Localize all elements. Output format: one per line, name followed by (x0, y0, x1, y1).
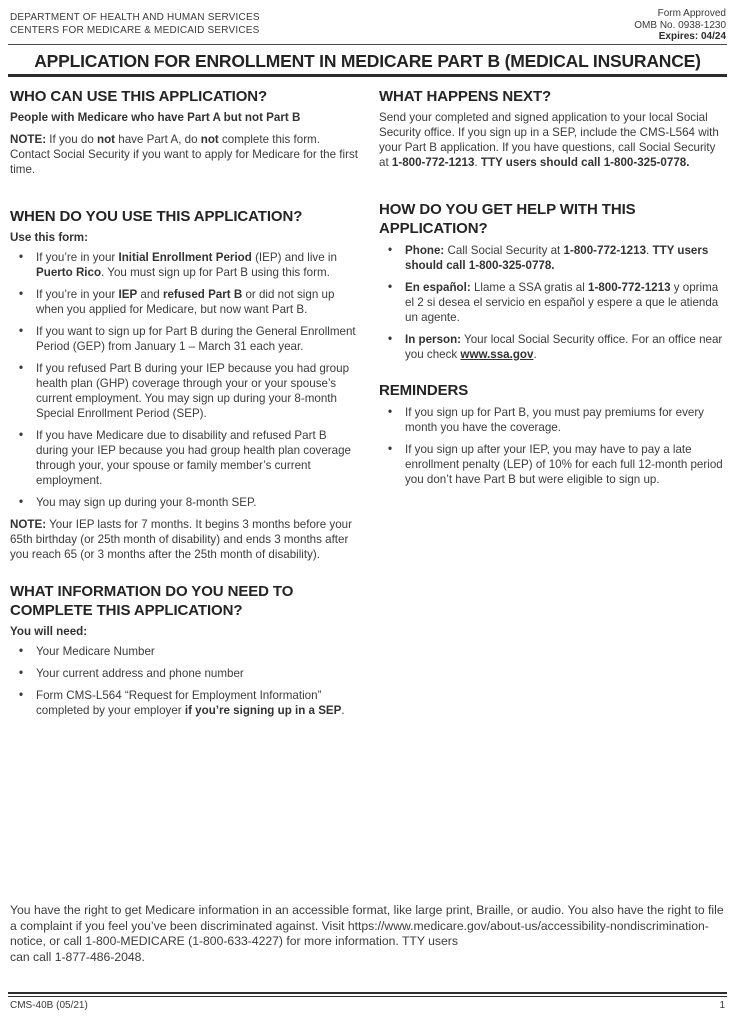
form-number: CMS-40B (05/21) (10, 1000, 88, 1011)
omb-number: OMB No. 0938-1230 (634, 19, 726, 31)
section-heading: WHAT INFORMATION DO YOU NEED TO COMPLETE THIS APPLICATION? (10, 583, 294, 619)
list-item: • If you’re in your Initial Enrollment Period (IEP) and live in Puerto Rico. You must sign up for Part B using this form. (10, 250, 362, 280)
section-who-can-use (10, 87, 362, 177)
inline-link: www.ssa.gov (460, 348, 534, 361)
section-lead: Use this form: (10, 231, 88, 244)
list-item: • If you’re in your IEP and refused Part B or did not sign up when you applied for Medicare, but now want Part B. (10, 287, 362, 317)
left-column (10, 87, 362, 725)
expires-date: Expires: 04/24 (658, 31, 726, 42)
page-number: 1 (719, 1000, 725, 1011)
department-line: DEPARTMENT OF HEALTH AND HUMAN SERVICES (10, 12, 260, 23)
section-what-info (10, 582, 362, 718)
list-item: • If you have Medicare due to disability and refused Part B during your IEP because you had group health plan coverage through your, your spouse or family member’s current employment. (10, 428, 362, 488)
when-use-bullet-list (10, 250, 362, 510)
what-info-bullet-list (10, 644, 362, 718)
section-subheading: People with Medicare who have Part A but not Part B (10, 111, 301, 124)
footer-rule (8, 992, 727, 997)
list-item: • Phone: Call Social Security at 1-800-772-1213. TTY users should call 1-800-325-0778. (379, 243, 728, 273)
list-item: • In person: Your local Social Security office. For an office near you check www.ssa.gov. (379, 332, 728, 362)
agency-header (10, 11, 260, 37)
note-paragraph: NOTE: If you do not have Part A, do not complete this form. Contact Social Security if you want to apply for Medicare for the first time. (10, 133, 358, 176)
form-approval-block (634, 8, 726, 43)
list-item: • En español: Llame a SSA gratis al 1-800-772-1213 y oprima el 2 si desea el servicio en español y espere a que le atienda un agente. (379, 280, 728, 325)
list-item: • If you want to sign up for Part B during the General Enrollment Period (GEP) from January 1 – March 31 each year. (10, 324, 362, 354)
page-title: APPLICATION FOR ENROLLMENT IN MEDICARE PART B (MEDICAL INSURANCE) (34, 51, 701, 71)
section-body: Send your completed and signed application to your local Social Security office. If you sign up in a SEP, include the CMS-L564 with your Part B application. If you have questions, call Social Security at 1-800-772-1213. TTY users should call 1-800-325-0778. (379, 111, 719, 169)
section-heading: REMINDERS (379, 382, 469, 399)
list-item: • Your current address and phone number (10, 666, 362, 681)
note-paragraph: NOTE: Your IEP lasts for 7 months. It begins 3 months before your 65th birthday (or 25th month of disability) and ends 3 months after you reach 65 (or 3 months after the 25th month of disability). (10, 518, 352, 561)
header-rule (8, 44, 727, 45)
list-item: • If you sign up after your IEP, you may have to pay a late enrollment penalty (LEP) of 10% for each full 12-month period you don’t have Part B but were eligible to sign up. (379, 442, 728, 487)
section-when-use (10, 207, 362, 562)
list-item: • If you sign up for Part B, you must pay premiums for every month you have the coverage. (379, 405, 728, 435)
section-heading: WHO CAN USE THIS APPLICATION? (10, 88, 268, 105)
form-approved-label: Form Approved (657, 8, 726, 19)
reminders-bullet-list (379, 405, 728, 487)
right-column (379, 87, 728, 494)
section-get-help (379, 200, 728, 362)
section-heading: WHAT HAPPENS NEXT? (379, 88, 552, 105)
list-item: • Your Medicare Number (10, 644, 362, 659)
centers-line: CENTERS FOR MEDICARE & MEDICAID SERVICES (10, 25, 260, 36)
title-rule (8, 74, 727, 77)
list-item: • If you refused Part B during your IEP because you had group health plan (GHP) coverage through your or your spouse’s current employment. You may sign up during your 8-month Special Enrollment Period (SEP). (10, 361, 362, 421)
list-item: • Form CMS-L564 “Request for Employment Information” completed by your employer if you’re signing up in a SEP. (10, 688, 362, 718)
get-help-bullet-list (379, 243, 728, 362)
section-heading: WHEN DO YOU USE THIS APPLICATION? (10, 208, 303, 225)
section-heading: HOW DO YOU GET HELP WITH THIS APPLICATION? (379, 201, 636, 237)
section-lead: You will need: (10, 625, 88, 638)
section-what-next (379, 87, 728, 170)
list-item: • You may sign up during your 8-month SEP. (10, 495, 362, 510)
accessibility-notice: You have the right to get Medicare information in an accessible format, like large print, Braille, or audio. You also have the right to file a complaint if you feel you’ve been discriminated against. Visit https://www.medicare.gov/about-us/accessibility-nondiscrimination-notice, or call 1-800-MEDICARE (1-800-633-4227) for more information. TTY users can call 1-877-486-2048. (10, 903, 724, 964)
section-reminders (379, 381, 728, 487)
